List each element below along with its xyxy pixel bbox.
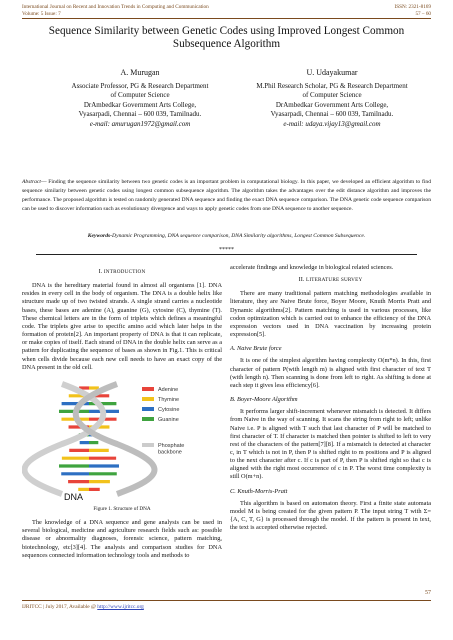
legend-label-backbone: Phosphate backbone: [158, 442, 185, 456]
legend-swatch-cytosine: [142, 407, 154, 411]
paragraph: The knowledge of a DNA sequence and gene analysis can be used in several biological, medicine and agriculture research fields such as: possible disease or abnormality diagnoses, forensic science, pattern matching, biotechnology, etc[3][4]. The analysis and comparison studies for DNA sequences connected information technology tools and methods to: [22, 519, 222, 559]
section-number: II.: [298, 276, 305, 284]
dna-helix-illustration: [22, 376, 222, 501]
journal-issn: ISSN: 2321-8169: [394, 4, 431, 10]
left-column: [22, 264, 222, 562]
section-heading-literature: [230, 276, 431, 284]
legend-swatch-adenine: [142, 387, 154, 391]
author-position: M.Phil Research Scholar, PG & Research Department: [256, 81, 408, 90]
keywords: [22, 233, 431, 239]
abstract: [22, 178, 431, 214]
author-college: DrAmbedkar Government Arts College,: [83, 100, 197, 109]
paragraph: It performs larger shift-increment whenever mismatch is detected. It differs from Naive in the way of scanning. It scans the string from right to left; unlike Naive i.e. P is aligned with T such that last character of P will be matched to first character of T. If character is matched then pointer is shifted to left to very rest of the characters of the pattern[7][8]. If a mismatch is detected at character c, in T which is not in P, then P is shifted right to m positions and P is aligned to the next character after c. If c is part of P, then P is shifted right so that c is aligned with the right most occurrence of c in P. The worst time complexity is still O(m+n).: [230, 408, 431, 481]
page-number: 57: [425, 590, 431, 596]
paper-title: Sequence Similarity between Genetic Codes using Improved Longest Common Subsequence Algorithm: [48, 25, 405, 50]
footer: [22, 604, 144, 610]
right-column: [230, 264, 431, 534]
paragraph: DNA is the hereditary material found in almost all organisms [1]. DNA resides in every cell in the body of organism. The DNA is a double helix like structure made up of two twisted strands. A single strand carries a nucleotide bases, these bases are adenine (A), guanine (G), cytosine (C), thymine (T). These chemical letters are in the form of triplets which defines a meaningful code. The triplets give arise to specific amino acid which later helps in the formation of protein[2]. An important property of DNA is that it can replicate, or make copies of itself. Each strand of DNA in the double helix can serve as a pattern for duplicating the sequence of bases as shown in Fig.1. This is critical when cells divide because each new cell needs to have an exact copy of the DNA present in the old cell.: [22, 282, 222, 371]
author-dept: of Computer Science: [110, 91, 170, 100]
author-block-1: [40, 68, 240, 130]
keywords-text: Dynamic Programming, DNA sequence comparison, DNA Similarity algorithms, Longest Common Subsequence.: [112, 233, 366, 239]
footer-rule: [22, 600, 431, 601]
section-stars: *****: [219, 247, 234, 253]
journal-pages: 57 – 60: [415, 10, 431, 17]
abstract-text: — Finding the sequence similarity between two genetic codes is an important problem in computational biology. In this paper, we developed an efficient algorithm to find sequence similarity between genetic codes using longest common subsequence algorithm. The algorithm takes the advantages over the edit distance algorithm and improves the performance. The proposed algorithm is tested on randomly generated DNA sequence and finding the exact DNA sequence comparison. The DNA genetic code sequence comparison can be used to discover information such as evolutionary divergence and ways to apply genetic codes from one DNA sequence to another sequence.: [22, 179, 431, 213]
paragraph: It is one of the simplest algorithm having complexity O(m*n). In this, first character of pattern P(with length m) is aligned with first character of text T (with length n). Then scanning is done from left to right. As shifting is done at each step it gives less efficiency[6].: [230, 357, 431, 389]
separator-rule: [36, 254, 417, 255]
author-name: U. Udayakumar: [306, 68, 358, 77]
journal-volume: Volume: 5 Issue: 7: [22, 10, 61, 17]
section-title: INTRODUCTION: [103, 269, 146, 275]
author-address: Vyasarpadi, Chennai – 600 039, Tamilnadu.: [270, 110, 394, 119]
legend-swatch-guanine: [142, 417, 154, 421]
author-college: DrAmbedkar Government Arts College,: [275, 100, 389, 109]
figure-caption: Figure 1. Structure of DNA: [93, 505, 151, 512]
journal-name: International Journal on Recent and Innovation Trends in Computing and Communication: [22, 4, 209, 10]
paragraph: There are many traditional pattern matching methodologies available in literature, they are Naive Brute force, Boyer Moore, Knuth Morris Pratt and Dynamic algorithms[2]. Pattern matching is used in various processes, like codon optimization which is carried out to enhance the efficiency of the DNA expression vectors used in DNA vaccination by increasing protein expression[5].: [230, 290, 431, 339]
legend-swatch-thymine: [142, 397, 154, 401]
author-name: A. Murugan: [120, 68, 160, 77]
paragraph: This algorithm is based on automaton theory. First a finite state automata model M is being created for the given pattern P. The input string T with Σ= {A, C, T, G} is processed through the model. If the pattern is present in text, the text is accepted otherwise rejected.: [230, 499, 431, 532]
legend-label-guanine: Guanine: [158, 416, 179, 423]
footer-text: IJRITCC | July 2017, Available @: [22, 604, 98, 610]
dna-figure: [22, 376, 222, 501]
dna-label: DNA: [64, 491, 84, 501]
author-dept: of Computer Science: [302, 91, 362, 100]
subsection-heading: B. Boyer-Moore Algorithm: [230, 396, 298, 404]
abstract-label: Abstract: [22, 179, 41, 185]
footer-link[interactable]: http://www.ijritcc.org: [97, 604, 144, 610]
section-number: I.: [98, 268, 103, 275]
header-rule: [22, 18, 431, 19]
author-address: Vyasarpadi, Chennai – 600 039, Tamilnadu.: [78, 110, 202, 119]
author-block-2: [232, 68, 432, 130]
author-email[interactable]: e-mail: udaya.vijay13@gmail.com: [283, 119, 381, 128]
paragraph: accelerate findings and knowledge in biological related sciences.: [230, 264, 394, 271]
backbone-strand-1: [25, 384, 104, 494]
legend-label-cytosine: Cytosine: [158, 406, 180, 413]
author-email[interactable]: e-mail: amurugan1972@gmail.com: [89, 119, 191, 128]
author-position: Associate Professor, PG & Research Department: [71, 81, 209, 90]
keywords-label: Keywords-: [87, 233, 113, 239]
section-title: LITERATURE SURVEY: [305, 277, 363, 284]
section-heading-introduction: [22, 268, 222, 276]
subsection-heading: C. Knuth-Morris-Pratt: [230, 487, 288, 495]
legend-label-adenine: Adenine: [158, 386, 179, 393]
legend-swatch-backbone: [142, 443, 154, 447]
legend-label-thymine: Thymine: [158, 396, 180, 403]
subsection-heading: A. Naive Brute force: [230, 345, 282, 353]
